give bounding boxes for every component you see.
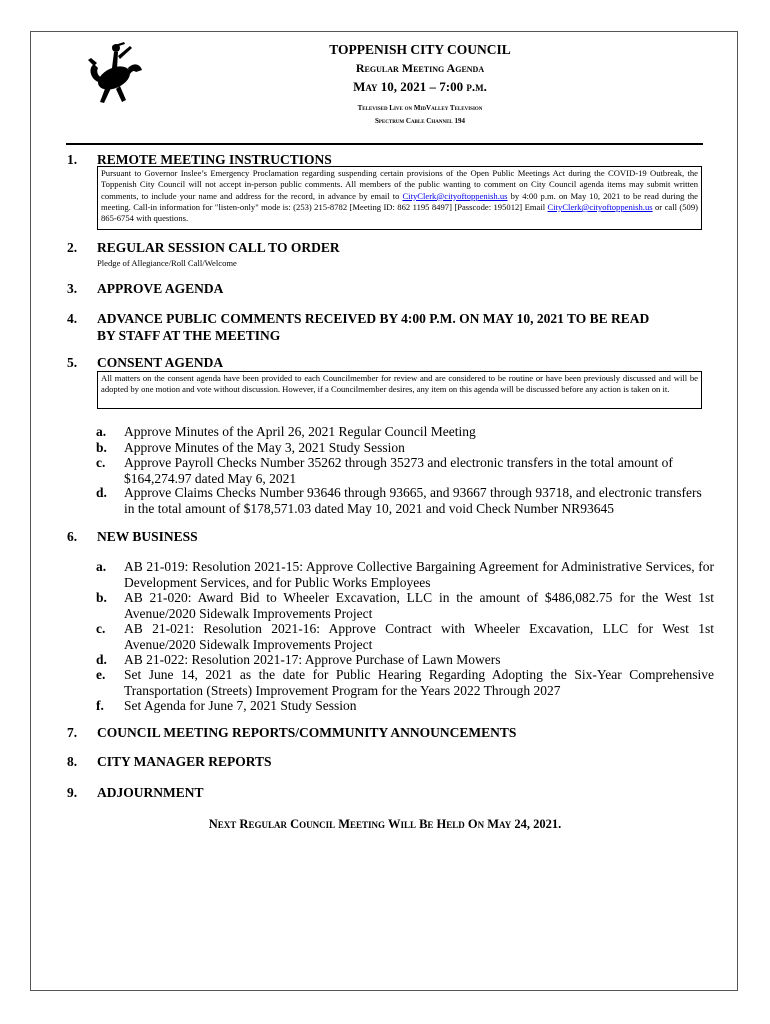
item-text: Approve Payroll Checks Number 35262 through 35273 and electronic transfers in the total amount of $164,274.97 dated May 6, 2021 [124,455,673,486]
section-title: REGULAR SESSION CALL TO ORDER [97,240,340,255]
item-text: Approve Claims Checks Number 93646 through 93665, and 93667 through 93718, and electronic transfers in the total amount of $178,571.03 dated May 10, 2021 and void Check Number NR93645 [124,485,702,516]
section-number: 9. [67,785,78,800]
item-text: AB 21-020: Award Bid to Wheeler Excavation, LLC in the amount of $486,082.75 for the West 1st Avenue/2020 Sidewalk Improvements Project [124,590,714,621]
section-title: ADJOURNMENT [97,785,204,800]
remote-instructions-box [97,166,702,230]
section-number: 6. [67,529,78,544]
email-link[interactable]: CityClerk@cityoftoppenish.us [547,201,653,212]
item-text: Set Agenda for June 7, 2021 Study Session [124,698,357,713]
section-title: NEW BUSINESS [97,529,198,544]
consent-note-box: All matters on the consent agenda have been provided to each Councilmember for review and are considered to be routine or have been previously discussed and will be adopted by one motion and vote without discussion. However, if a Councilmember desires, any item on this agenda will be discussed before any action is taken on it. [97,371,702,409]
section-title: CONSENT AGENDA [97,355,224,370]
section-number: 2. [67,240,78,255]
instructions-text: by 4:00 p.m. on May 10, 2021 to be read during the meeting. Call-in information for "listen-only" mode is: (253) 215-8782 [Meeting ID: 862 1195 8497] [Passcode: 195012] Email [101,190,698,212]
section-title: APPROVE AGENDA [97,281,224,296]
section-number: 1. [67,152,78,167]
email-link[interactable]: CityClerk@cityoftoppenish.us [402,190,508,201]
item-text: Set June 14, 2021 as the date for Public Hearing Regarding Adopting the Six-Year Comprehensive Transportation (Streets) Improvement Program for the Years 2022 Through 2027 [124,667,714,698]
bronco-rider-logo [84,38,146,106]
pledge-note: Pledge of Allegiance/Roll Call/Welcome [97,258,237,268]
item-letter: b. [96,440,107,455]
item-letter: d. [96,485,107,500]
item-text: AB 21-022: Resolution 2021-17: Approve Purchase of Lawn Mowers [124,652,501,667]
item-letter: f. [96,698,104,713]
section-title: REMOTE MEETING INSTRUCTIONS [97,152,332,167]
item-letter: c. [96,455,106,470]
meeting-date: May 10, 2021 – 7:00 p.m. [353,79,487,94]
instructions-text: Pursuant to Governor Inslee’s Emergency Proclamation regarding suspending certain provisions of the Open Public Meetings Act during the COVID-19 Outbreak, the Toppenish City Council will not accept in-person public comments. All members of the public wanting to comment on City Council agenda items may submit written comments, to include your name and address for the record, in advance by email to [101,168,698,201]
agenda-subtitle: Regular Meeting Agenda [355,61,485,75]
header-rule [66,143,703,145]
section-number: 5. [67,355,78,370]
section-title-cont: BY STAFF AT THE MEETING [97,328,281,343]
item-letter: b. [96,590,107,605]
instructions-text: or call (509) 865-6754 with questions. [101,201,699,224]
channel-note: Spectrum Cable Channel 194 [374,117,466,125]
item-letter: a. [96,559,107,574]
item-letter: e. [96,667,106,682]
item-text: AB 21-021: Resolution 2021-16: Approve Contract with Wheeler Excavation, LLC for West 1st Avenue/2020 Sidewalk Improvements Project [124,621,714,652]
televised-note: Televised Live on MidValley Television [357,104,483,112]
section-number: 3. [67,281,78,296]
item-text: AB 21-019: Resolution 2021-15: Approve Collective Bargaining Agreement for Administrative Services, for Development Services, and for Public Works Employees [124,559,714,590]
section-title: CITY MANAGER REPORTS [97,754,272,769]
next-meeting-note: Next Regular Council Meeting Will Be Held On May 24, 2021. [208,817,562,831]
item-letter: d. [96,652,107,667]
item-text: Approve Minutes of the May 3, 2021 Study Session [124,440,405,455]
section-title: ADVANCE PUBLIC COMMENTS RECEIVED BY 4:00 P.M. ON MAY 10, 2021 TO BE READ [97,311,650,326]
section-number: 8. [67,754,78,769]
section-title: COUNCIL MEETING REPORTS/COMMUNITY ANNOUNCEMENTS [97,725,517,740]
item-text: Approve Minutes of the April 26, 2021 Regular Council Meeting [124,424,476,439]
section-number: 4. [67,311,78,326]
item-letter: c. [96,621,106,636]
section-number: 7. [67,725,78,740]
council-title: TOPPENISH CITY COUNCIL [329,42,511,57]
item-letter: a. [96,424,107,439]
